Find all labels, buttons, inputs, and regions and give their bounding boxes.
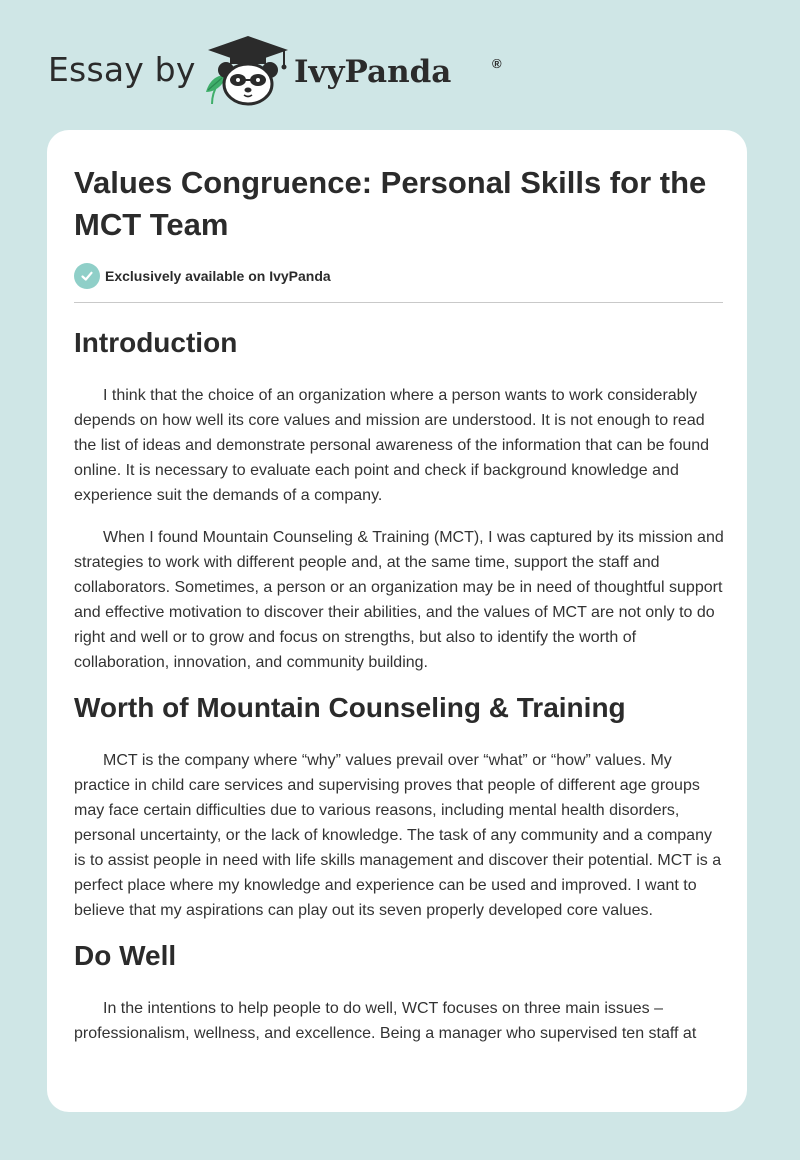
section-heading-worth-of-mct: Worth of Mountain Counseling & Training	[74, 692, 626, 723]
exclusive-badge-label: Exclusively available on IvyPanda	[105, 268, 331, 284]
paragraph: I think that the choice of an organization where a person wants to work considerably depends on how well its core values and mission are understood. It is not enough to read the list of ideas and demonstrate personal awareness of the information that can be found online. It is necessary to evaluate each point and check if background knowledge and experience suit the demands of a company.	[74, 387, 710, 504]
paragraph: MCT is the company where “why” values prevail over “what” or “how” values. My practice in child care services and supervising proves that people of different age groups may face certain difficulties due to various reasons, including mental health disorders, personal uncertainty, or the lack of knowledge. The task of any community and a company is to assist people in need with life skills management and discover their potential. MCT is a perfect place where my knowledge and experience can be used and improved. I want to believe that my aspirations can play out its seven properly developed core values.	[74, 752, 722, 919]
section-heading-introduction: Introduction	[74, 327, 238, 358]
essay-by-ivypanda-header	[48, 34, 502, 106]
section-heading-do-well: Do Well	[74, 940, 177, 971]
paragraph: In the intentions to help people to do well, WCT focuses on three main issues – professionalism, wellness, and excellence. Being a manager who supervised ten staff at	[74, 1000, 697, 1042]
panda-logo-icon	[200, 34, 296, 106]
essay-by-label: Essay by	[48, 50, 196, 89]
title-divider	[74, 302, 723, 303]
essay-title: Values Congruence: Personal Skills for the MCT Team	[74, 165, 707, 242]
paragraph: When I found Mountain Counseling & Training (MCT), I was captured by its mission and strategies to work with different people and, at the same time, support the staff and collaborators. Sometimes, a person or an organization may be in need of thoughtful support and effective motivation to discover their abilities, and the values of MCT are not only to do right and well or to grow and focus on strengths, but also to identify the worth of collaboration, innovation, and community building.	[74, 529, 724, 671]
exclusive-badge	[74, 263, 331, 289]
ivypanda-brand-name: IvyPanda	[294, 54, 452, 90]
checkmark-icon	[74, 263, 100, 289]
registered-mark: ®	[492, 56, 502, 71]
essay-body	[74, 322, 724, 1046]
essay-card	[47, 130, 747, 1112]
